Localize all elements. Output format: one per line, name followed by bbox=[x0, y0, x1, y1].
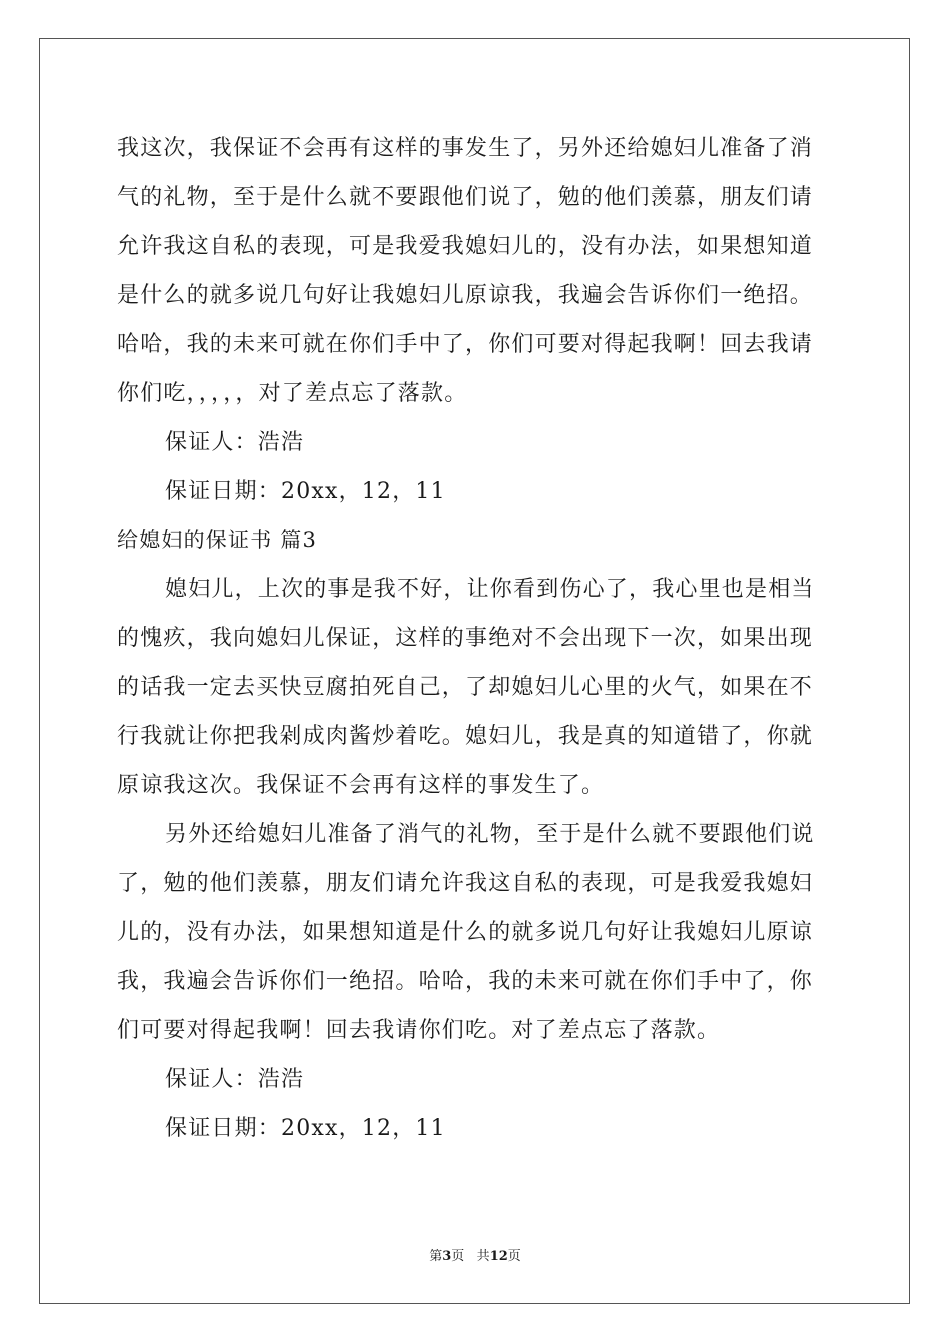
page-suffix: 页 bbox=[451, 1249, 465, 1264]
total-suffix: 页 bbox=[507, 1249, 521, 1264]
date-line: 保证日期：20xx，12，11 bbox=[165, 1116, 446, 1141]
page-footer bbox=[0, 1248, 950, 1266]
body-line: 另外还给媳妇儿准备了消气的礼物，至于是什么就不要跟他们说 bbox=[165, 822, 815, 847]
body-line: 了，勉的他们羡慕，朋友们请允许我这自私的表现，可是我爱我媳妇 bbox=[117, 871, 814, 896]
page-prefix: 第 bbox=[429, 1249, 443, 1264]
guarantor-line: 保证人：浩浩 bbox=[165, 1067, 305, 1092]
body-line: 原谅我这次。我保证不会再有这样的事发生了。 bbox=[117, 773, 605, 798]
total-prefix: 共 bbox=[476, 1249, 490, 1264]
body-line: 媳妇儿，上次的事是我不好，让你看到伤心了，我心里也是相当 bbox=[165, 577, 815, 602]
body-line: 是什么的就多说几句好让我媳妇儿原谅我，我遍会告诉你们一绝招。 bbox=[117, 283, 814, 308]
body-line: 儿的，没有办法，如果想知道是什么的就多说几句好让我媳妇儿原谅 bbox=[117, 920, 814, 945]
guarantor-line: 保证人：浩浩 bbox=[165, 430, 305, 455]
section-heading: 给媳妇的保证书 篇3 bbox=[117, 528, 318, 552]
body-line: 行我就让你把我剁成肉酱炒着吃。媳妇儿，我是真的知道错了，你就 bbox=[117, 724, 814, 749]
body-line: 的话我一定去买快豆腐拍死自己，了却媳妇儿心里的火气，如果在不 bbox=[117, 675, 814, 700]
body-line: 我这次，我保证不会再有这样的事发生了，另外还给媳妇儿准备了消 bbox=[117, 136, 814, 161]
body-line: 我，我遍会告诉你们一绝招。哈哈，我的未来可就在你们手中了，你 bbox=[117, 969, 814, 994]
body-line: 们可要对得起我啊！回去我请你们吃。对了差点忘了落款。 bbox=[117, 1018, 721, 1043]
document-body bbox=[117, 124, 833, 1153]
body-line: 气的礼物，至于是什么就不要跟他们说了，勉的他们羡慕，朋友们请 bbox=[117, 185, 814, 210]
date-line: 保证日期：20xx，12，11 bbox=[165, 479, 446, 504]
body-line: 哈哈，我的未来可就在你们手中了，你们可要对得起我啊！回去我请 bbox=[117, 332, 814, 357]
total-pages: 12 bbox=[489, 1249, 508, 1264]
page-number: 3 bbox=[442, 1249, 452, 1264]
body-line: 的愧疚，我向媳妇儿保证，这样的事绝对不会出现下一次，如果出现 bbox=[117, 626, 814, 651]
body-line: 你们吃，，，，，对了差点忘了落款。 bbox=[117, 381, 468, 406]
body-line: 允许我这自私的表现，可是我爱我媳妇儿的，没有办法，如果想知道 bbox=[117, 234, 814, 259]
